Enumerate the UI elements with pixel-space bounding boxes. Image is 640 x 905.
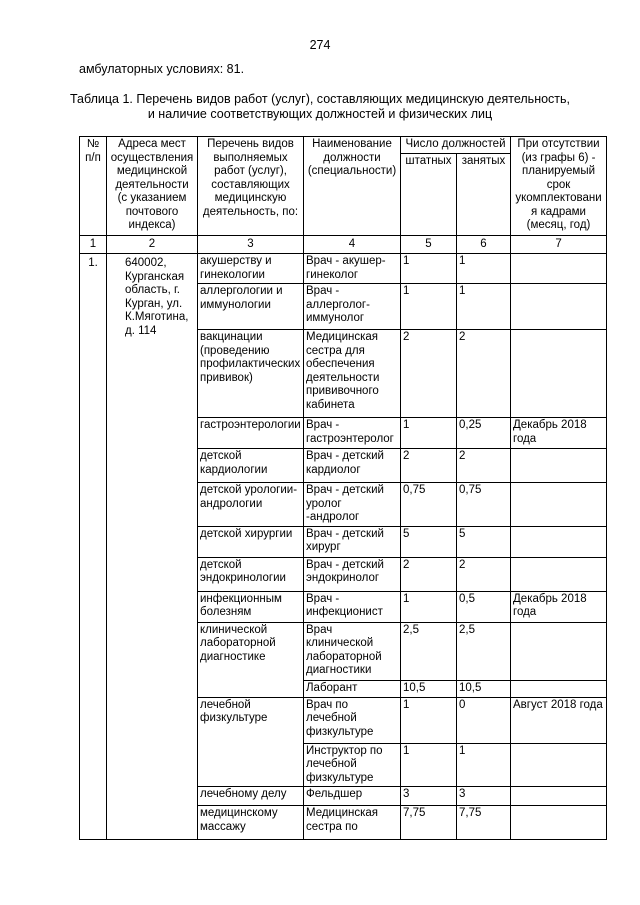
- work-cell: детской хирургии: [198, 526, 304, 557]
- work-cell: акушерству и гинекологии: [198, 254, 304, 284]
- services-table: [79, 136, 607, 840]
- deadline-cell: [511, 330, 607, 418]
- header-works: Перечень видов выполняемых работ (услуг), составляющих медицинскую деятельность, по:: [198, 137, 304, 236]
- occupied-cell: 1: [457, 284, 511, 330]
- col-number: 2: [107, 236, 198, 254]
- staff-cell: 2,5: [401, 622, 457, 680]
- deadline-cell: [511, 787, 607, 806]
- occupied-cell: 2: [457, 557, 511, 591]
- staff-cell: 2: [401, 449, 457, 483]
- staff-cell: 1: [401, 418, 457, 449]
- work-cell: лечебной физкультуре: [198, 697, 304, 787]
- header-num: № п/п: [80, 137, 107, 236]
- deadline-cell: [511, 557, 607, 591]
- deadline-cell: [511, 483, 607, 527]
- header-position: Наименование должности (специальности): [304, 137, 401, 236]
- caption-line-2: и наличие соответствующих должностей и физических лиц: [147, 107, 493, 121]
- work-cell: инфекционным болезням: [198, 591, 304, 622]
- header-count: Число должностей: [401, 137, 511, 154]
- occupied-cell: 0,25: [457, 418, 511, 449]
- work-cell: детской кардиологии: [198, 449, 304, 483]
- work-cell: детской урологии-андрологии: [198, 483, 304, 527]
- caption-line-1: Таблица 1. Перечень видов работ (услуг), составляющих медицинскую деятельность,: [69, 92, 571, 106]
- col-number: 4: [304, 236, 401, 254]
- staff-cell: 0,75: [401, 483, 457, 527]
- deadline-cell: [511, 806, 607, 840]
- staff-cell: 1: [401, 284, 457, 330]
- occupied-cell: 1: [457, 254, 511, 284]
- staff-cell: 1: [401, 254, 457, 284]
- table-row: [80, 254, 607, 284]
- column-number-row: [80, 236, 607, 254]
- staff-cell: 5: [401, 526, 457, 557]
- occupied-cell: 0,5: [457, 591, 511, 622]
- occupied-cell: 2,5: [457, 622, 511, 680]
- deadline-cell: [511, 680, 607, 697]
- header-row: [80, 137, 607, 154]
- position-cell: Медицинская сестра по: [304, 806, 401, 840]
- work-cell: вакцинации (проведению профилактических прививок): [198, 330, 304, 418]
- col-number: 7: [511, 236, 607, 254]
- occupied-cell: 2: [457, 449, 511, 483]
- entry-number: 1.: [80, 254, 107, 840]
- position-cell: Врач - акушер-гинеколог: [304, 254, 401, 284]
- staff-cell: 7,75: [401, 806, 457, 840]
- position-cell: Врач - аллерголог-иммунолог: [304, 284, 401, 330]
- deadline-cell: Август 2018 года: [511, 697, 607, 743]
- deadline-cell: [511, 449, 607, 483]
- deadline-cell: [511, 254, 607, 284]
- occupied-cell: 5: [457, 526, 511, 557]
- work-cell: гастроэнтерологии: [198, 418, 304, 449]
- position-cell: Врач - детский хирург: [304, 526, 401, 557]
- position-cell: Врач - гастроэнтеролог: [304, 418, 401, 449]
- staff-cell: 1: [401, 697, 457, 743]
- staff-cell: 1: [401, 743, 457, 787]
- staff-cell: 3: [401, 787, 457, 806]
- occupied-cell: 1: [457, 743, 511, 787]
- position-cell: Врач - детский уролог -андролог: [304, 483, 401, 527]
- position-cell: Медицинская сестра для обеспечения деятельности прививочного кабинета: [304, 330, 401, 418]
- header-address: Адреса мест осуществления медицинской деятельности (с указанием почтового индекса): [107, 137, 198, 236]
- col-number: 6: [457, 236, 511, 254]
- col-number: 3: [198, 236, 304, 254]
- staff-cell: 2: [401, 330, 457, 418]
- staff-cell: 1: [401, 591, 457, 622]
- position-cell: Инструктор по лечебной физкультуре: [304, 743, 401, 787]
- work-cell: детской эндокринологии: [198, 557, 304, 591]
- deadline-cell: Декабрь 2018 года: [511, 418, 607, 449]
- occupied-cell: 7,75: [457, 806, 511, 840]
- deadline-cell: [511, 284, 607, 330]
- work-cell: медицинскому массажу: [198, 806, 304, 840]
- position-cell: Врач клинической лабораторной диагностики: [304, 622, 401, 680]
- position-cell: Врач - детский эндокринолог: [304, 557, 401, 591]
- occupied-cell: 0,75: [457, 483, 511, 527]
- col-number: 1: [80, 236, 107, 254]
- position-cell: Врач - инфекционист: [304, 591, 401, 622]
- occupied-cell: 0: [457, 697, 511, 743]
- occupied-cell: 10,5: [457, 680, 511, 697]
- header-occupied: занятых: [457, 154, 511, 236]
- position-cell: Фельдшер: [304, 787, 401, 806]
- occupied-cell: 2: [457, 330, 511, 418]
- entry-address: 640002, Курганская область, г. Курган, ул. К.Мяготина, д. 114: [107, 254, 198, 840]
- staff-cell: 10,5: [401, 680, 457, 697]
- work-cell: аллергологии и иммунологии: [198, 284, 304, 330]
- header-absent: При отсутствии (из графы 6) - планируемый срок укомплектования кадрами (месяц, год): [511, 137, 607, 236]
- position-cell: Лаборант: [304, 680, 401, 697]
- work-cell: клинической лабораторной диагностике: [198, 622, 304, 697]
- position-cell: Врач по лечебной физкультуре: [304, 697, 401, 743]
- work-cell: лечебному делу: [198, 787, 304, 806]
- table-caption: [60, 92, 580, 122]
- deadline-cell: [511, 743, 607, 787]
- staff-cell: 2: [401, 557, 457, 591]
- occupied-cell: 3: [457, 787, 511, 806]
- page-number: 274: [309, 38, 331, 52]
- deadline-cell: Декабрь 2018 года: [511, 591, 607, 622]
- col-number: 5: [401, 236, 457, 254]
- deadline-cell: [511, 622, 607, 680]
- lead-text: амбулаторных условиях: 81.: [79, 62, 245, 76]
- deadline-cell: [511, 526, 607, 557]
- position-cell: Врач - детский кардиолог: [304, 449, 401, 483]
- header-staff: штатных: [401, 154, 457, 236]
